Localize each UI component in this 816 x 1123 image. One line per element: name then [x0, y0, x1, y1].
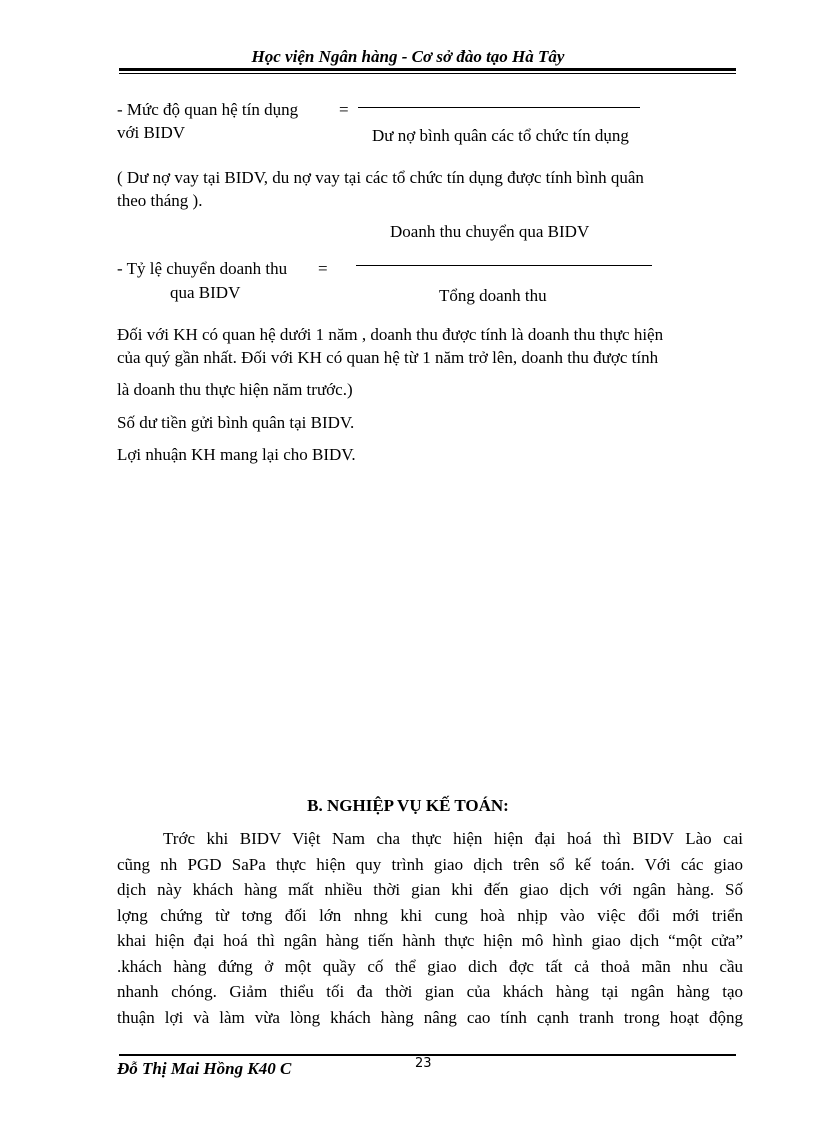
formula1-equals: = — [339, 100, 349, 119]
paragraph-line: lợng chứng từ tơng đối lớn nhng khi cung hoà nhịp vào việc đổi mới triển — [117, 905, 743, 925]
paragraph-line: thuận lợi và làm vừa lòng khách hàng nâng cao tính cạnh tranh trong hoạt động — [117, 1007, 743, 1027]
item-customer-profit: Lợi nhuận KH mang lại cho BIDV. — [117, 445, 356, 464]
formula2-numerator: Doanh thu chuyển qua BIDV — [390, 222, 590, 241]
paragraph-line: khai hiện đại hoá thì ngân hàng tiến hành thực hiện mô hình giao dịch “một cửa” — [117, 931, 743, 950]
paragraph-line: Trớc khi BIDV Việt Nam cha thực hiện hiện đại hoá thì BIDV Lào cai — [163, 829, 743, 848]
formula2-fraction-bar — [356, 265, 652, 266]
formula1-denominator: Dư nợ bình quân các tổ chức tín dụng — [372, 126, 629, 145]
note2-line2: của quý gần nhất. Đối với KH có quan hệ từ 1 năm trở lên, doanh thu được tính — [117, 348, 659, 367]
header-rule-thin — [119, 73, 736, 74]
section-b-title: B. NGHIỆP VỤ KẾ TOÁN: — [307, 796, 509, 815]
page-header-title: Học viện Ngân hàng - Cơ sở đào tạo Hà Tây — [251, 47, 565, 66]
header-rule-thick — [119, 68, 736, 71]
formula2-label-line2: qua BIDV — [170, 283, 241, 302]
note2-line3: là doanh thu thực hiện năm trước.) — [117, 380, 353, 399]
formula2-label-line1: - Tỷ lệ chuyển doanh thu — [117, 259, 288, 278]
section-b-paragraph — [117, 826, 743, 1030]
formula1-label-line1: - Mức độ quan hệ tín dụng — [117, 100, 299, 119]
paragraph-line: dịch này khách hàng mất nhiều thời gian khi đến giao dịch với ngân hàng. Số — [117, 880, 743, 899]
formula2-equals: = — [318, 259, 328, 278]
paragraph-line: nhanh chóng. Giảm thiểu tối đa thời gian của khách hàng tại ngân hàng tạo — [117, 982, 743, 1001]
formula1-label-line2: với BIDV — [117, 123, 186, 142]
note1-line1: ( Dư nợ vay tại BIDV, du nợ vay tại các tổ chức tín dụng được tính bình quân — [117, 168, 644, 187]
paragraph-line: cũng nh PGD SaPa thực hiện quy trình giao dịch trên sổ kế toán. Với các giao — [117, 854, 743, 874]
formula1-fraction-bar — [358, 107, 640, 108]
note2-line1: Đối với KH có quan hệ dưới 1 năm , doanh thu được tính là doanh thu thực hiện — [117, 325, 664, 344]
page-number: 23 — [415, 1056, 432, 1071]
note1-line2: theo tháng ). — [117, 191, 203, 210]
item-average-deposit: Số dư tiền gửi bình quân tại BIDV. — [117, 413, 355, 432]
footer-author: Đỗ Thị Mai Hồng K40 C — [117, 1059, 292, 1078]
paragraph-line: .khách hàng đứng ở một quầy cố thể giao dich đợc tất cả thoả mãn nhu cầu — [117, 956, 743, 976]
formula2-denominator: Tổng doanh thu — [439, 286, 547, 305]
